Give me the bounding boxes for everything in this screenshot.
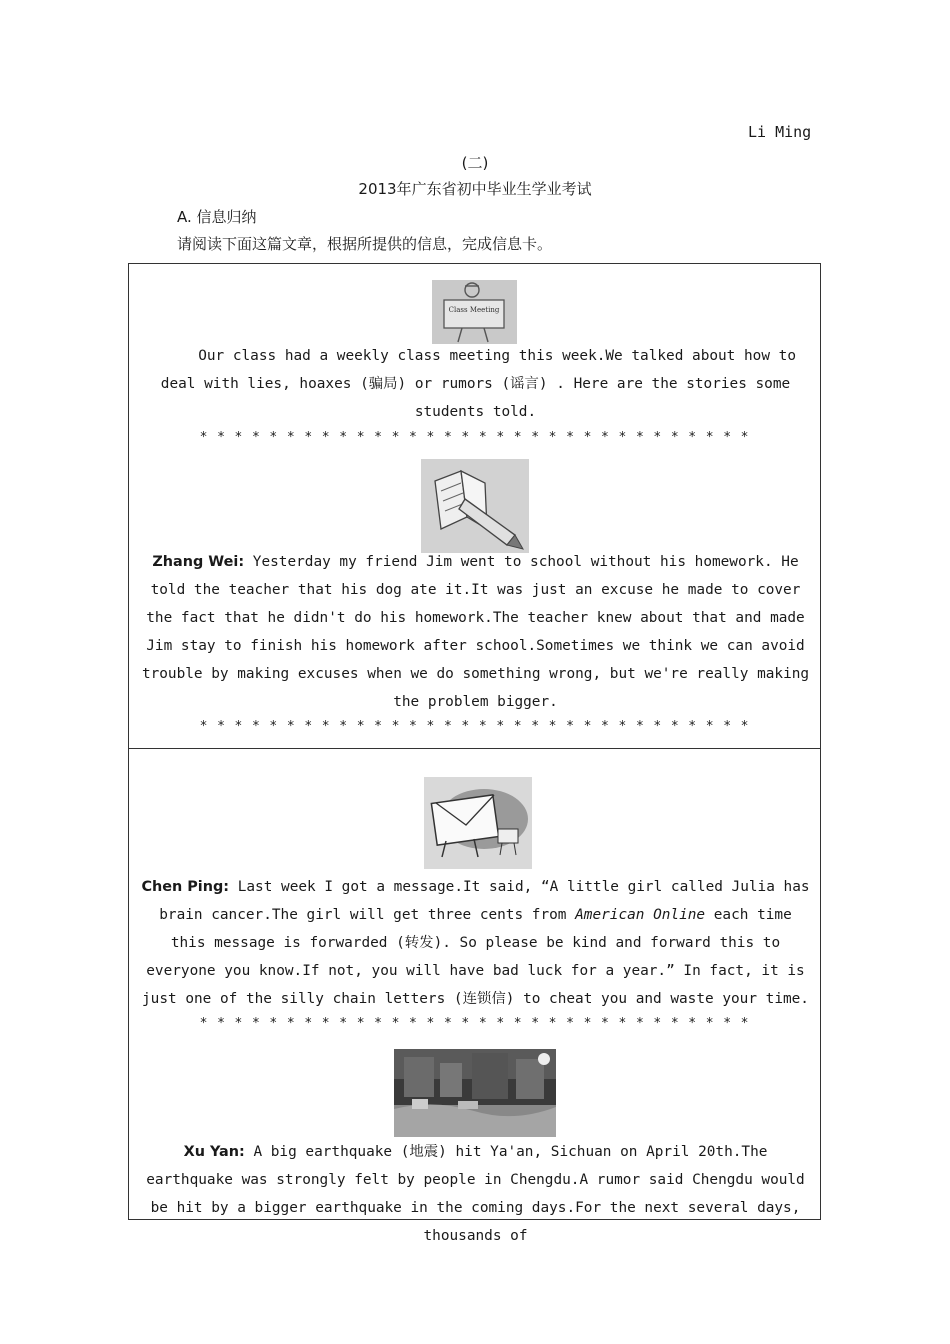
story-chen-ping-italic: American Online — [575, 907, 706, 923]
story-chen-ping — [139, 873, 812, 1013]
book-pencil-illustration — [421, 459, 529, 553]
intro-paragraph: Our class had a weekly class meeting this week.We talked about how to deal with lies, hoaxes (骗局) or rumors (谣言) . Here are the stories some students told. — [160, 348, 796, 420]
story-zhang-wei — [139, 548, 812, 716]
signature: Li Ming — [748, 123, 812, 141]
section-heading: A. 信息归纳 — [177, 208, 257, 226]
speaker-chen-ping: Chen Ping: — [141, 879, 230, 895]
story-chen-ping-text-a: Last week I got a message.It said, “A little girl called Julia has brain cancer.The girl will get three cents from — [159, 879, 810, 923]
story-xu-yan-text: A big earthquake (地震) hit Ya'an, Sichuan on April 20th.The earthquake was strongly felt by people in Chengdu.A rumor said Chengdu would be hit by a bigger earthquake in the coming days.For the next several days, thousands of — [146, 1144, 805, 1244]
separator-3: * * * * * * * * * * * * * * * * * * * * * * * * * * * * * * * * — [199, 1016, 750, 1031]
speaker-xu-yan: Xu Yan: — [183, 1144, 245, 1160]
article-box-1 — [128, 263, 821, 749]
separator-2: * * * * * * * * * * * * * * * * * * * * * * * * * * * * * * * * — [199, 719, 750, 734]
speaker-zhang-wei: Zhang Wei: — [152, 554, 245, 570]
instruction-text: 请阅读下面这篇文章，根据所提供的信息，完成信息卡。 — [177, 235, 553, 253]
exam-title: 2013年广东省初中毕业生学业考试 — [358, 180, 592, 198]
separator-1: * * * * * * * * * * * * * * * * * * * * * * * * * * * * * * * * — [199, 430, 750, 445]
earthquake-photo — [394, 1049, 556, 1137]
story-xu-yan — [139, 1138, 812, 1250]
story-chen-ping-text-b: each time this message is forwarded (转发). So please be kind and forward this to everyone you know.If not, you will have bad luck for a year.” In fact, it is just one of the silly chain letters (连锁信) to cheat you and waste your time. — [142, 907, 809, 1007]
class-meeting-sign-text: Class Meeting — [448, 306, 500, 314]
story-zhang-wei-text: Yesterday my friend Jim went to school without his homework. He told the teacher that his dog ate it.It was just an excuse he made to cover the fact that he didn't do his homework.The teacher knew about that and made Jim stay to finish his homework after school.Sometimes we think we can avoid trouble by making excuses when we do something wrong, but we're really making the problem bigger. — [141, 554, 810, 710]
article-box-2 — [128, 748, 821, 1244]
part-number: (二) — [461, 154, 489, 172]
envelope-illustration — [424, 777, 532, 869]
class-meeting-illustration — [432, 280, 517, 344]
